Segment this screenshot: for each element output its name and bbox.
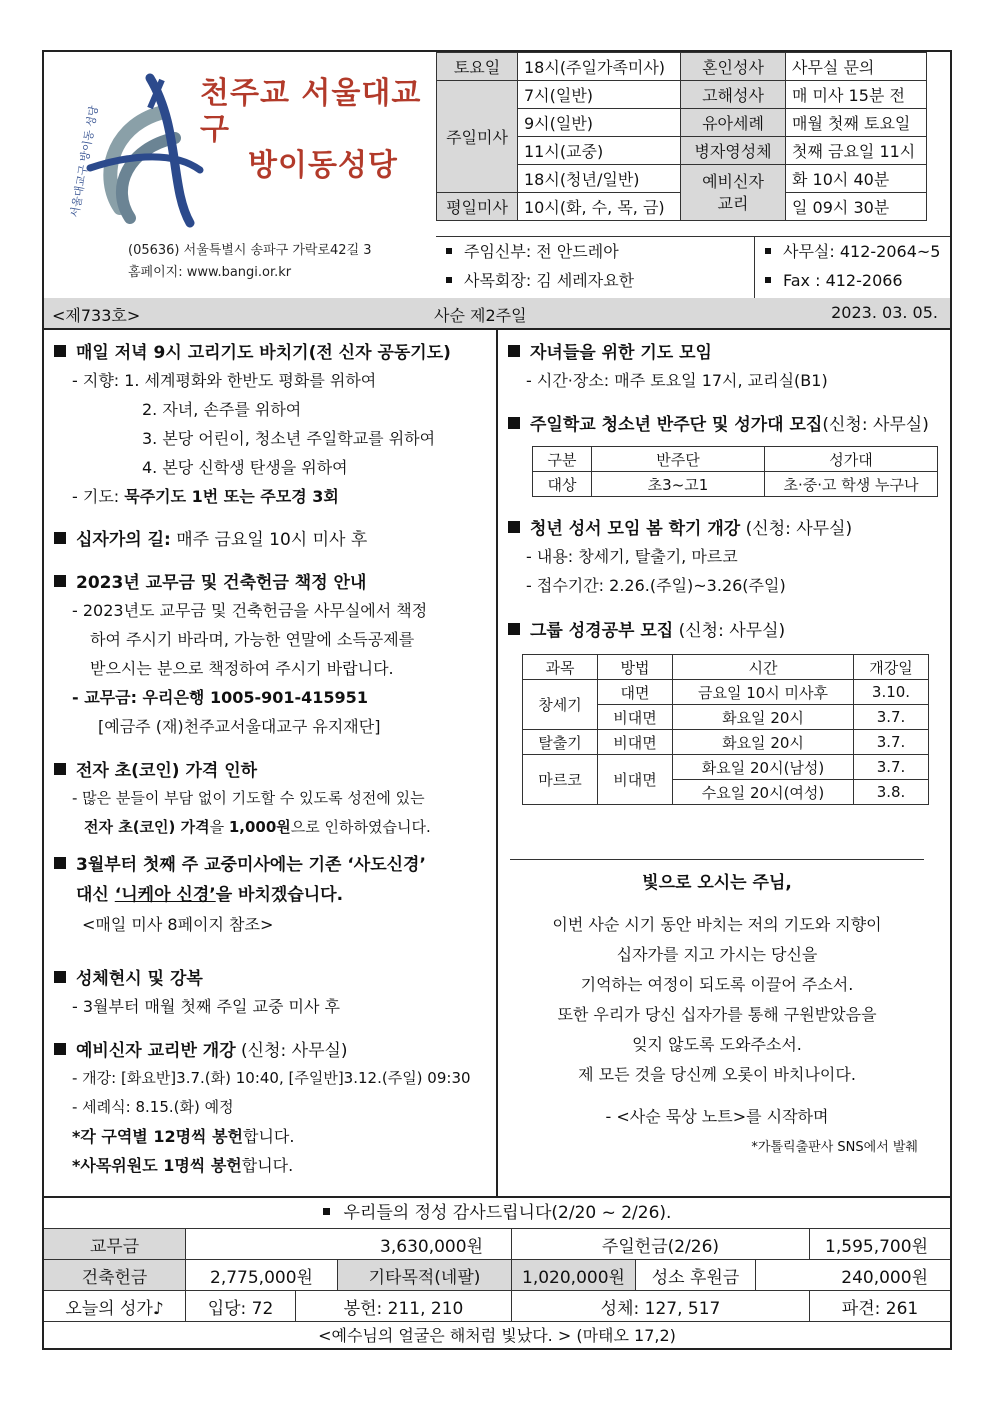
text-line: 받으시는 분으로 책정하여 주시기 바랍니다.	[90, 659, 394, 678]
prayer-line: 이번 사순 시기 동안 바치는 저의 기도와 지향이	[552, 915, 882, 934]
table-header: 시간	[673, 655, 854, 680]
table-header: 구분	[533, 447, 592, 472]
service-value: 매월 첫째 토요일	[786, 109, 927, 137]
section-title: 전자 초(코인) 가격 인하	[54, 758, 494, 784]
table-cell: 초3~고1	[592, 472, 765, 497]
prayer-line: 십자가를 지고 가시는 당신을	[616, 945, 818, 964]
parish-title: 방이동성당	[248, 148, 398, 183]
table-cell: 탈출기	[523, 730, 598, 755]
communion-hymn: 성체: 127, 517	[512, 1291, 810, 1321]
youth-bible-section	[508, 516, 948, 600]
offertory-hymn: 봉헌: 211, 210	[296, 1291, 512, 1321]
prayer-line: 제 모든 것을 당신께 오롯이 바치나이다.	[578, 1065, 856, 1084]
table-header: 성가대	[765, 447, 938, 472]
parish-emblem-icon	[50, 58, 210, 238]
evening-prayer-section	[54, 340, 494, 511]
table-header: 과목	[523, 655, 598, 680]
catechumen-time: 화 10시 40분	[786, 165, 927, 193]
bulletin-page	[42, 50, 952, 1350]
vocation-label: 성소 후원금	[636, 1260, 756, 1290]
issue-bar	[44, 298, 950, 330]
text-line: - 개강: [화요반]3.7.(화) 10:40, [주일반]3.12.(주일) 09:30	[72, 1069, 471, 1087]
table-cell: 마르코	[523, 755, 598, 805]
service-value: 매 미사 15분 전	[786, 81, 927, 109]
office-phone: 사무실: 412-2064~5	[755, 237, 950, 266]
section-title: 매일 저녁 9시 고리기도 바치기(전 신자 공동기도)	[54, 340, 494, 366]
section-title: 3월부터 첫째 주 교중미사에는 기존 ‘사도신경’	[54, 850, 494, 880]
prayer-body	[510, 910, 924, 1132]
section-title: 2023년 교무금 및 건축헌금 책정 안내	[54, 570, 494, 596]
group-bible-section	[508, 618, 948, 805]
prayer-line: 기억하는 여정이 되도록 이끌어 주소서.	[580, 975, 854, 994]
prayer-line: 잊지 않도록 도와주소서.	[632, 1035, 802, 1054]
weekday-mass: 10시(화, 수, 목, 금)	[518, 193, 681, 221]
dues-label: 교무금	[44, 1229, 186, 1259]
entrance-hymn: 입당: 72	[186, 1291, 296, 1321]
choir-section	[508, 412, 948, 497]
text-line: - 내용: 창세기, 탈출기, 마르코	[526, 547, 738, 566]
prayer-line: 또한 우리가 당신 십자가를 통해 구원받았음을	[557, 1005, 877, 1024]
sunday-mass: 18시(청년/일반)	[518, 165, 681, 193]
dismissal-hymn: 파견: 261	[841, 1298, 919, 1319]
note: *각 구역별 12명씩 봉헌합니다.	[72, 1127, 295, 1146]
section-title: 성체현시 및 강복	[54, 966, 494, 992]
prayer-title: 빛으로 오시는 주님,	[642, 873, 792, 893]
other-purpose-label: 기타목적(네팔)	[338, 1260, 512, 1290]
diocese-name: 천주교 서울대교구	[200, 76, 422, 147]
table-cell: 3.10.	[854, 680, 929, 705]
hymn-row	[44, 1291, 950, 1322]
table-cell: 화요일 20시	[673, 705, 854, 730]
section-title: 예비신자 교리반 개강 (신청: 사무실)	[54, 1038, 494, 1064]
creed-section	[54, 850, 494, 939]
note: *사목위원도 1명씩 봉헌합니다.	[72, 1156, 294, 1175]
prayer-line: - 기도: 묵주기도 1번 또는 주모경 3회	[72, 487, 339, 506]
table-header: 방법	[598, 655, 673, 680]
fax-number: Fax : 412-2066	[755, 266, 950, 295]
bank-account: - 교무금: 우리은행 1005-901-415951	[72, 688, 368, 707]
service-label: 병자영성체	[681, 137, 786, 165]
text-line: - 2023년도 교무금 및 건축헌금을 사무실에서 책정	[72, 601, 428, 620]
table-cell: 3.8.	[854, 780, 929, 805]
parish-name	[200, 76, 436, 184]
account-holder: [예금주 (재)천주교서울대교구 유지재단]	[98, 717, 381, 736]
table-cell: 비대면	[598, 730, 673, 755]
svg-text:서울대교구 방이동 성당: 서울대교구 방이동 성당	[68, 104, 101, 219]
sunday-offering-value: 1,595,700원	[825, 1236, 928, 1257]
postal-address: (05636) 서울특별시 송파구 가락로42길 3	[128, 243, 372, 258]
intent-line: 3. 본당 어린이, 청소년 주일학교를 위하여	[142, 429, 436, 448]
sunday-mass: 7시(일반)	[518, 81, 681, 109]
building-label: 건축헌금	[44, 1260, 186, 1290]
intent-line: 4. 본당 신학생 탄생을 위하여	[142, 458, 348, 477]
hymn-label: 오늘의 성가♪	[44, 1291, 186, 1321]
stations-section	[54, 526, 494, 555]
table-cell: 금요일 10시 미사후	[673, 680, 854, 705]
sunday-mass: 9시(일반)	[518, 109, 681, 137]
saturday-label: 토요일	[437, 53, 518, 81]
intent-line: 2. 자녀, 손주를 위하여	[142, 400, 302, 419]
table-cell: 대면	[598, 680, 673, 705]
children-prayer-section	[508, 340, 948, 395]
text-line: - 3월부터 매월 첫째 주일 교중 미사 후	[72, 997, 340, 1016]
table-header: 개강일	[854, 655, 929, 680]
vocation-value: 240,000원	[841, 1267, 928, 1288]
text-line: 하여 주시기 바라며, 가능한 연말에 소득공제를	[90, 630, 415, 649]
service-value: 첫째 금요일 11시	[786, 137, 927, 165]
saturday-mass: 18시(주일가족미사)	[518, 53, 681, 81]
homepage-link[interactable]: 홈페이지: www.bangi.or.kr	[128, 265, 292, 280]
intent-line: - 지향: 1. 세계평화와 한반도 평화를 위하여	[72, 371, 377, 390]
exposition-section	[54, 966, 494, 1021]
text-line: - 세례식: 8.15.(화) 예정	[72, 1098, 234, 1116]
issue-number: <제733호>	[52, 306, 141, 325]
table-cell: 수요일 20시(여성)	[673, 780, 854, 805]
offering-row	[44, 1229, 950, 1260]
contact-info	[436, 236, 950, 299]
catechumen-section	[54, 1038, 494, 1180]
other-purpose-value: 1,020,000원	[512, 1260, 636, 1290]
table-cell: 비대면	[598, 705, 673, 730]
section-title: 십자가의 길: 매주 금요일 10시 미사 후	[54, 526, 494, 555]
text-line: - 접수기간: 2.26.(주일)~3.26(주일)	[526, 576, 786, 595]
table-cell: 3.7.	[854, 705, 929, 730]
section-title: 청년 성서 모임 봄 학기 개강 (신청: 사무실)	[508, 516, 948, 542]
right-column	[498, 330, 950, 1196]
service-label: 유아세례	[681, 109, 786, 137]
table-cell: 초·중·고 학생 누구나	[765, 472, 938, 497]
table-cell: 비대면	[598, 755, 673, 805]
address-block	[128, 240, 372, 284]
building-value: 2,775,000원	[186, 1260, 338, 1290]
mass-schedule-table	[436, 52, 927, 221]
note: <매일 미사 8페이지 참조>	[82, 915, 274, 934]
left-column	[44, 330, 498, 1196]
table-cell: 3.7.	[854, 755, 929, 780]
thanks-row	[44, 1198, 950, 1229]
issue-date: 2023. 03. 05.	[831, 303, 938, 322]
gospel-verse: <예수님의 얼굴은 해처럼 빛났다. > (마태오 17,2)	[318, 1326, 676, 1345]
pastor: 주임신부: 전 안드레아	[436, 237, 754, 266]
table-cell: 창세기	[523, 680, 598, 730]
service-label: 고해성사	[681, 81, 786, 109]
section-title: 자녀들을 위한 기도 모임	[508, 340, 948, 366]
dues-value: 3,630,000원	[186, 1229, 512, 1259]
table-cell: 화요일 20시	[673, 730, 854, 755]
table-cell: 화요일 20시(남성)	[673, 755, 854, 780]
bulletin-body	[44, 330, 950, 1196]
prayer-source: - <사순 묵상 노트>를 시작하며	[605, 1107, 829, 1126]
thanks-text: 우리들의 정성 감사드립니다(2/20 ~ 2/26).	[44, 1198, 950, 1228]
bible-study-table	[522, 654, 929, 805]
sunday-mass: 11시(교중)	[518, 137, 681, 165]
parish-logo	[50, 58, 436, 238]
issue-title: 사순 제2주일	[434, 306, 527, 325]
catechumen-label	[681, 165, 786, 221]
council-president: 사목회장: 김 세레자요한	[436, 266, 754, 295]
service-label: 혼인성사	[681, 53, 786, 81]
offering-footer	[44, 1196, 950, 1352]
table-header: 반주단	[592, 447, 765, 472]
section-title: 주일학교 청소년 반주단 및 성가대 모집(신청: 사무실)	[508, 412, 948, 438]
text-line: - 많은 분들이 부담 없이 기도할 수 있도록 성전에 있는	[72, 789, 425, 807]
text-line: 전자 초(코인) 가격을 1,000원으로 인하하였습니다.	[84, 818, 431, 836]
lenten-prayer	[510, 859, 924, 1197]
weekday-label: 평일미사	[437, 193, 518, 221]
table-cell: 대상	[533, 472, 592, 497]
section-title-line2: 대신 ‘니케아 신경’을 바치겠습니다.	[76, 885, 344, 905]
header	[44, 52, 950, 300]
building-row	[44, 1260, 950, 1291]
prayer-credit: *가톨릭출판사 SNS에서 발췌	[751, 1140, 918, 1155]
catechumen-label-line: 교리	[717, 193, 749, 213]
coin-candle-section	[54, 758, 494, 842]
section-title: 그룹 성경공부 모집 (신청: 사무실)	[508, 618, 948, 644]
catechumen-time: 일 09시 30분	[786, 193, 927, 221]
catechumen-label-line: 예비신자	[702, 171, 764, 191]
table-cell: 3.7.	[854, 730, 929, 755]
sunday-label: 주일미사	[437, 81, 518, 193]
choir-table	[532, 446, 938, 497]
sunday-offering-label: 주일헌금(2/26)	[512, 1229, 810, 1259]
dues-section	[54, 570, 494, 741]
text-line: - 시간·장소: 매주 토요일 17시, 교리실(B1)	[526, 371, 828, 390]
service-value: 사무실 문의	[786, 53, 927, 81]
